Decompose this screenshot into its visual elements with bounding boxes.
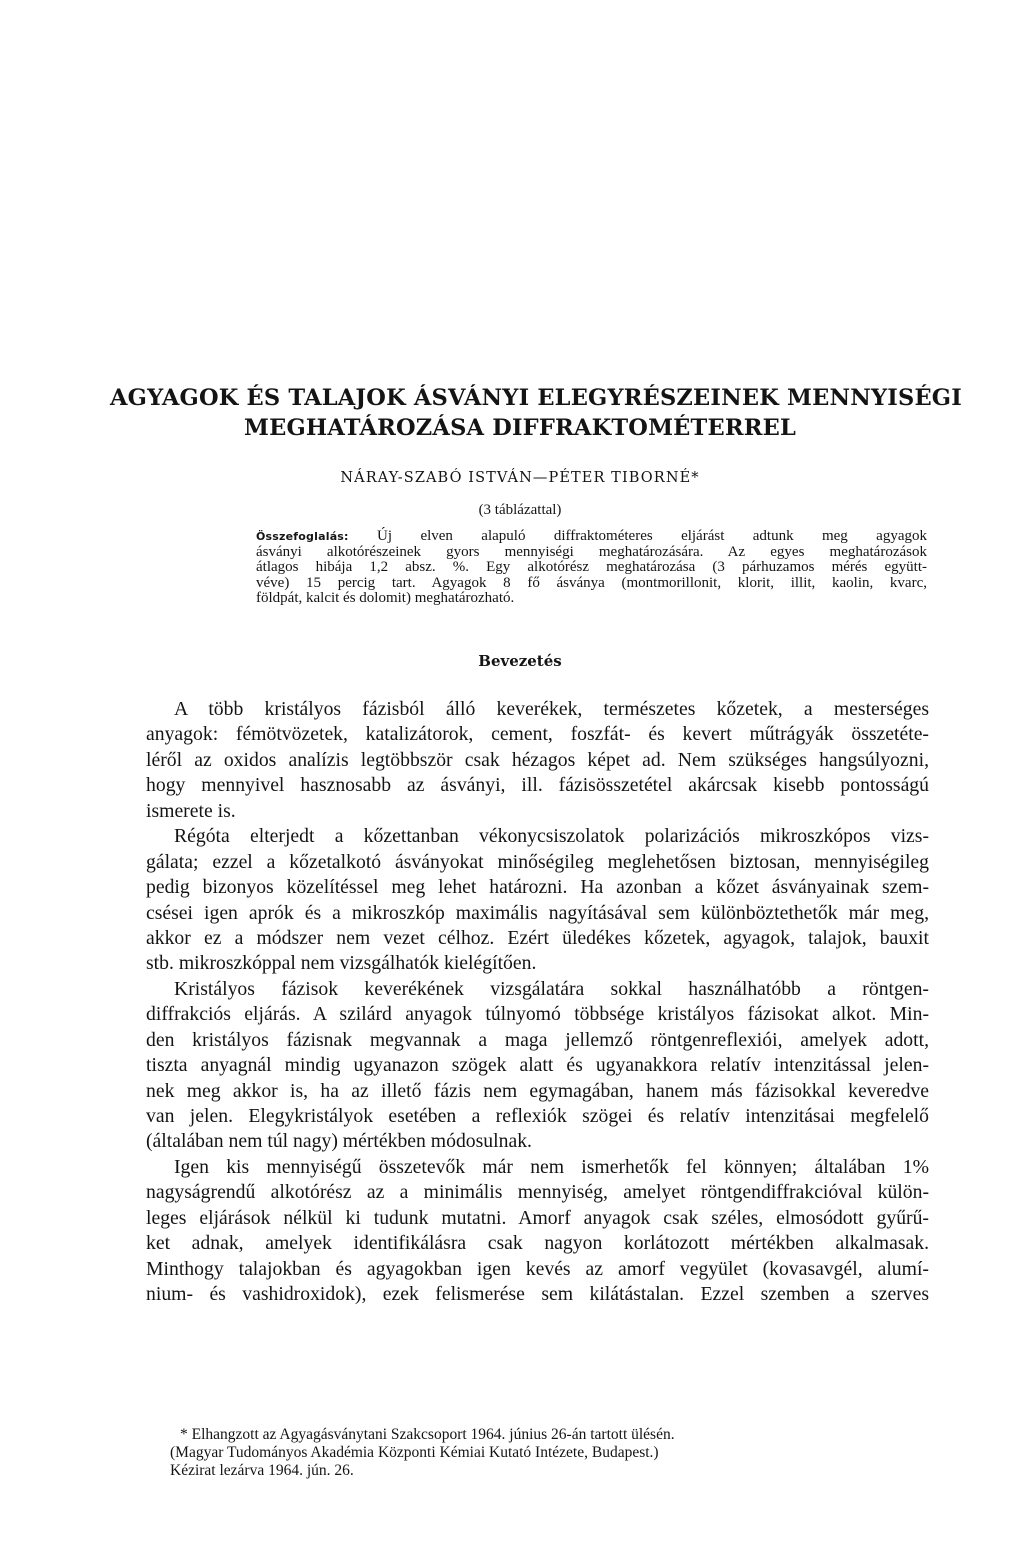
- body-line: (általában nem túl nagy) mértékben módosulnak.: [146, 1130, 532, 1153]
- abstract-line-5: földpát, kalcit és dolomit) meghatározható.: [256, 590, 515, 607]
- body-line: A több kristályos fázisból álló keverékek, természetes kőzetek, a mesterséges: [174, 698, 929, 720]
- article-title-line-2: MEGHATÁROZÁSA DIFFRAKTOMÉTERREL: [243, 415, 796, 441]
- body-line: tiszta anyagnál mindig ugyanazon szögek alatt és ugyanakkora relatív intenzitással jelen-: [146, 1054, 929, 1077]
- body-line: nek meg akkor is, ha az illető fázis nem egymagában, hanem más fázisokkal keveredve: [146, 1079, 929, 1102]
- footnote-line-3: Kézirat lezárva 1964. jún. 26.: [170, 1462, 354, 1479]
- body-line: csései igen aprók és a mikroszkóp maximális nagyításával sem különböztethetők már meg,: [146, 901, 929, 924]
- body-line: van jelen. Elegykristályok esetében a reflexiók szögei és relatív intenzitásai megfelelő: [146, 1105, 929, 1127]
- tables-note: (3 táblázattal): [478, 502, 562, 518]
- body-line: Régóta elterjedt a kőzettanban vékonycsiszolatok polarizációs mikroszkópos vizs-: [174, 825, 929, 848]
- abstract: [256, 529, 927, 607]
- abstract-text: Új elven alapuló diffraktométeres eljárást adtunk meg agyagok: [348, 528, 927, 544]
- body-line: Kristályos fázisok keverékének vizsgálatára sokkal használhatóbb a röntgen-: [174, 977, 929, 1000]
- body-line: stb. mikroszkóppal nem vizsgálhatók kielégítően.: [146, 952, 537, 975]
- abstract-line-3: átlagos hibája 1,2 absz. %. Egy alkotórész meghatározása (3 párhuzamos mérés együtt-: [256, 559, 927, 576]
- body-line: anyagok: fémötvözetek, katalizátorok, cement, foszfát- és kevert műtrágyák összetéte-: [146, 723, 929, 746]
- footnote-line-1: * Elhangzott az Agyagásványtani Szakcsoport 1964. június 26-án tartott ülésén.: [180, 1426, 675, 1443]
- abstract-line-1: [256, 529, 927, 545]
- article-title-line-1: AGYAGOK ÉS TALAJOK ÁSVÁNYI ELEGYRÉSZEINEK MENNYISÉGI: [110, 385, 962, 411]
- footnotes: [170, 1426, 870, 1480]
- abstract-label: Összefoglalás:: [256, 530, 349, 543]
- body-line: hogy mennyivel hasznosabb az ásványi, ill. fázisösszetétel akárcsak kisebb pontosságú: [146, 774, 929, 797]
- abstract-line-4: véve) 15 percig tart. Agyagok 8 fő ásványa (montmorillonit, klorit, illit, kaolin, kvarc,: [256, 574, 927, 591]
- body-line: leges eljárások nélkül ki tudunk mutatni. Amorf anyagok csak széles, elmosódott gyűrű-: [146, 1206, 929, 1229]
- body-line: Igen kis mennyiségű összetevők már nem ismerhetők fel könnyen; általában 1%: [174, 1155, 929, 1178]
- body-line: ket adnak, amelyek identifikálásra csak nagyon korlátozott mértékben alkalmasak.: [146, 1232, 929, 1255]
- body-line: den kristályos fázisnak megvannak a maga jellemző röntgenreflexiói, amelyek adott,: [146, 1028, 929, 1051]
- body-line: akkor ez a módszer nem vezet célhoz. Ezért üledékes kőzetek, agyagok, talajok, bauxit: [146, 926, 929, 949]
- body-line: Minthogy talajokban és agyagokban igen kevés az amorf vegyület (kovasavgél, alumí-: [146, 1257, 929, 1280]
- body-text: [146, 697, 929, 1308]
- footnote-line-2: (Magyar Tudományos Akadémia Központi Kémiai Kutató Intézete, Budapest.): [170, 1444, 659, 1461]
- article-title: [110, 383, 962, 443]
- body-line: nagyságrendű alkotórész az a minimális mennyiség, amelyet röntgendiffrakcióval külön-: [146, 1181, 929, 1204]
- body-line: ismerete is.: [146, 799, 236, 822]
- body-line: léről az oxidos analízis legtöbbször csak hézagos képet ad. Nem szükséges hangsúlyozni,: [146, 748, 929, 771]
- body-line: gálata; ezzel a kőzetalkotó ásványokat minőségileg meglehetősen biztosan, mennyiségileg: [146, 850, 929, 873]
- body-line: diffrakciós eljárás. A szilárd anyagok túlnyomó többsége kristályos fázisokat alkot. Min-: [146, 1003, 929, 1026]
- author-line: NÁRAY-SZABÓ ISTVÁN—PÉTER TIBORNÉ*: [340, 470, 700, 486]
- abstract-line-2: ásványi alkotórészeinek gyors mennyiségi meghatározására. Az egyes meghatározások: [256, 543, 927, 560]
- section-heading: Bevezetés: [478, 652, 562, 670]
- body-line: nium- és vashidroxidok), ezek felismerése sem kilátástalan. Ezzel szemben a szerves: [146, 1283, 929, 1306]
- body-line: pedig bizonyos közelítéssel meg lehet határozni. Ha azonban a kőzet ásványainak szem-: [146, 876, 929, 899]
